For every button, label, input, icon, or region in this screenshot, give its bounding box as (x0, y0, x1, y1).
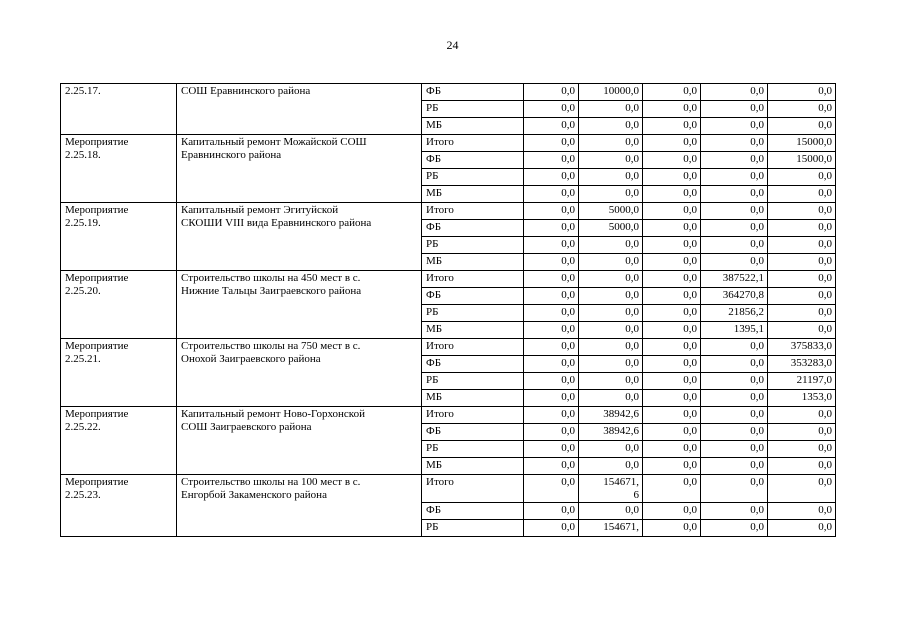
funding-source-cell: Итого (422, 203, 524, 220)
funding-source-cell: МБ (422, 118, 524, 135)
funding-source-cell: Итого (422, 339, 524, 356)
table-row (61, 475, 836, 503)
amount-cell: 0,0 (579, 118, 643, 135)
amount-cell: 0,0 (524, 424, 579, 441)
amount-cell: 0,0 (524, 305, 579, 322)
amount-cell: 0,0 (701, 373, 768, 390)
table-row (61, 84, 836, 101)
funding-source-cell: РБ (422, 373, 524, 390)
amount-cell: 0,0 (701, 118, 768, 135)
activity-code-cell (61, 475, 177, 537)
activity-name-line: Капитальный ремонт Можайской СОШ (181, 136, 367, 148)
amount-cell: 0,0 (701, 152, 768, 169)
amount-cell: 0,0 (643, 407, 701, 424)
amount-cell: 0,0 (768, 424, 836, 441)
table-row (61, 339, 836, 356)
activity-code-line: 2.25.19. (65, 217, 101, 229)
budget-table (60, 83, 836, 537)
amount-cell: 0,0 (701, 101, 768, 118)
amount-cell: 0,0 (524, 237, 579, 254)
amount-cell: 0,0 (643, 288, 701, 305)
amount-cell: 0,0 (643, 203, 701, 220)
amount-cell: 0,0 (524, 390, 579, 407)
activity-code-line: 2.25.18. (65, 149, 101, 161)
amount-cell: 0,0 (701, 135, 768, 152)
amount-cell: 0,0 (768, 254, 836, 271)
amount-cell: 0,0 (579, 305, 643, 322)
amount-cell: 0,0 (643, 475, 701, 503)
amount-cell: 375833,0 (768, 339, 836, 356)
amount-cell: 5000,0 (579, 203, 643, 220)
amount-cell: 0,0 (768, 520, 836, 537)
amount-cell: 0,0 (701, 424, 768, 441)
amount-cell: 0,0 (701, 503, 768, 520)
amount-cell: 21856,2 (701, 305, 768, 322)
funding-source-cell: МБ (422, 254, 524, 271)
activity-name-cell (177, 271, 422, 339)
funding-source-cell: РБ (422, 305, 524, 322)
funding-source-cell: Итого (422, 475, 524, 503)
activity-name-cell (177, 203, 422, 271)
amount-cell: 0,0 (643, 84, 701, 101)
amount-cell: 0,0 (524, 101, 579, 118)
amount-cell: 364270,8 (701, 288, 768, 305)
amount-cell: 1395,1 (701, 322, 768, 339)
activity-name-line: СОШ Заиграевского района (181, 421, 312, 433)
amount-cell: 0,0 (768, 441, 836, 458)
amount-cell: 38942,6 (579, 407, 643, 424)
table-row (61, 271, 836, 288)
amount-cell: 0,0 (768, 84, 836, 101)
amount-cell: 0,0 (643, 186, 701, 203)
amount-cell: 0,0 (768, 503, 836, 520)
funding-source-cell: РБ (422, 441, 524, 458)
amount-cell: 0,0 (579, 152, 643, 169)
amount-cell: 0,0 (768, 118, 836, 135)
amount-cell: 0,0 (701, 220, 768, 237)
activity-name-line: Капитальный ремонт Эгитуйской (181, 204, 339, 216)
table-row (61, 407, 836, 424)
amount-cell: 0,0 (524, 458, 579, 475)
amount-cell: 0,0 (768, 271, 836, 288)
amount-cell: 1353,0 (768, 390, 836, 407)
activity-code-line: Мероприятие (65, 340, 129, 352)
funding-source-cell: ФБ (422, 424, 524, 441)
table-row (61, 203, 836, 220)
amount-cell: 0,0 (701, 475, 768, 503)
amount-cell: 0,0 (579, 458, 643, 475)
amount-cell: 0,0 (643, 101, 701, 118)
funding-source-cell: МБ (422, 458, 524, 475)
amount-cell: 0,0 (579, 288, 643, 305)
amount-cell: 38942,6 (579, 424, 643, 441)
amount-cell: 0,0 (701, 84, 768, 101)
amount-cell: 0,0 (701, 407, 768, 424)
funding-source-cell: РБ (422, 169, 524, 186)
amount-cell: 0,0 (524, 135, 579, 152)
amount-cell: 0,0 (768, 186, 836, 203)
amount-cell: 0,0 (579, 390, 643, 407)
amount-cell: 0,0 (643, 520, 701, 537)
activity-name-line: СКОШИ VIII вида Еравнинского района (181, 217, 372, 229)
funding-source-cell: ФБ (422, 220, 524, 237)
amount-cell: 0,0 (579, 271, 643, 288)
amount-cell: 0,0 (579, 503, 643, 520)
amount-cell: 5000,0 (579, 220, 643, 237)
amount-cell: 0,0 (768, 475, 836, 503)
funding-source-cell: Итого (422, 271, 524, 288)
amount-cell: 0,0 (701, 520, 768, 537)
amount-cell: 0,0 (579, 322, 643, 339)
amount-cell: 0,0 (579, 254, 643, 271)
activity-name-line: Нижние Тальцы Заиграевского района (181, 285, 362, 297)
amount-cell: 0,0 (643, 220, 701, 237)
amount-cell: 0,0 (524, 186, 579, 203)
activity-name-line: Еравнинского района (181, 149, 282, 161)
funding-source-cell: РБ (422, 237, 524, 254)
activity-code-line: 2.25.17. (65, 85, 101, 97)
amount-cell: 0,0 (524, 271, 579, 288)
activity-name-cell (177, 84, 422, 135)
activity-code-line: Мероприятие (65, 204, 129, 216)
amount-cell: 0,0 (643, 424, 701, 441)
amount-cell: 0,0 (579, 135, 643, 152)
activity-code-line: Мероприятие (65, 408, 129, 420)
amount-cell: 0,0 (768, 407, 836, 424)
amount-cell: 0,0 (643, 271, 701, 288)
activity-name-cell (177, 339, 422, 407)
activity-code-line: Мероприятие (65, 476, 129, 488)
funding-source-cell: Итого (422, 407, 524, 424)
activity-code-line: 2.25.21. (65, 353, 101, 365)
amount-cell: 0,0 (524, 520, 579, 537)
amount-cell: 0,0 (643, 373, 701, 390)
amount-cell: 353283,0 (768, 356, 836, 373)
amount-cell: 0,0 (643, 305, 701, 322)
amount-cell: 0,0 (701, 169, 768, 186)
amount-cell: 0,0 (579, 237, 643, 254)
activity-code-cell (61, 407, 177, 475)
activity-name-line: Енгорбой Закаменского района (181, 489, 327, 501)
amount-cell: 0,0 (579, 373, 643, 390)
amount-cell: 0,0 (768, 322, 836, 339)
amount-cell: 0,0 (643, 118, 701, 135)
funding-source-cell: РБ (422, 520, 524, 537)
amount-cell: 0,0 (768, 101, 836, 118)
funding-source-cell: МБ (422, 390, 524, 407)
amount-cell: 0,0 (579, 186, 643, 203)
amount-cell: 0,0 (643, 339, 701, 356)
amount-cell: 0,0 (643, 254, 701, 271)
amount-cell: 0,0 (768, 288, 836, 305)
amount-cell: 0,0 (579, 441, 643, 458)
activity-code-cell (61, 203, 177, 271)
activity-name-line: СОШ Еравнинского района (181, 85, 311, 97)
page-number: 24 (446, 38, 459, 52)
activity-name-line: Строительство школы на 100 мест в с. (181, 476, 361, 488)
amount-cell: 0,0 (768, 169, 836, 186)
amount-cell: 154671, 6 (579, 475, 643, 503)
amount-cell: 0,0 (524, 152, 579, 169)
amount-cell: 0,0 (701, 356, 768, 373)
funding-source-cell: ФБ (422, 288, 524, 305)
amount-cell: 0,0 (643, 322, 701, 339)
amount-cell: 0,0 (768, 237, 836, 254)
amount-cell: 154671, (579, 520, 643, 537)
amount-cell: 0,0 (643, 169, 701, 186)
funding-source-cell: ФБ (422, 356, 524, 373)
activity-name-cell (177, 135, 422, 203)
activity-code-line: 2.25.20. (65, 285, 101, 297)
funding-source-cell: ФБ (422, 84, 524, 101)
amount-cell: 0,0 (524, 169, 579, 186)
amount-cell: 15000,0 (768, 135, 836, 152)
amount-cell: 0,0 (579, 169, 643, 186)
activity-name-line: Строительство школы на 450 мест в с. (181, 272, 361, 284)
activity-name-line: Строительство школы на 750 мест в с. (181, 340, 361, 352)
amount-cell: 0,0 (524, 322, 579, 339)
amount-cell: 0,0 (643, 390, 701, 407)
activity-name-cell (177, 407, 422, 475)
amount-cell: 0,0 (643, 356, 701, 373)
amount-cell: 0,0 (524, 373, 579, 390)
amount-cell: 0,0 (701, 254, 768, 271)
amount-cell: 0,0 (643, 237, 701, 254)
amount-cell: 0,0 (768, 203, 836, 220)
amount-cell: 0,0 (643, 135, 701, 152)
amount-cell: 0,0 (524, 356, 579, 373)
funding-source-cell: РБ (422, 101, 524, 118)
activity-code-cell (61, 84, 177, 135)
activity-name-cell (177, 475, 422, 537)
activity-code-cell (61, 135, 177, 203)
amount-cell: 21197,0 (768, 373, 836, 390)
amount-cell: 10000,0 (579, 84, 643, 101)
amount-cell: 0,0 (701, 441, 768, 458)
amount-cell: 0,0 (643, 152, 701, 169)
amount-cell: 0,0 (524, 118, 579, 135)
funding-source-cell: ФБ (422, 152, 524, 169)
activity-code-cell (61, 339, 177, 407)
activity-code-line: Мероприятие (65, 136, 129, 148)
amount-cell: 0,0 (701, 186, 768, 203)
amount-cell: 0,0 (524, 441, 579, 458)
amount-cell: 0,0 (524, 220, 579, 237)
activity-name-line: Капитальный ремонт Ново-Горхонской (181, 408, 365, 420)
amount-cell: 0,0 (524, 288, 579, 305)
amount-cell: 0,0 (524, 339, 579, 356)
amount-cell: 15000,0 (768, 152, 836, 169)
activity-code-cell (61, 271, 177, 339)
funding-source-cell: МБ (422, 186, 524, 203)
amount-cell: 0,0 (524, 407, 579, 424)
activity-code-line: 2.25.23. (65, 489, 101, 501)
amount-cell: 0,0 (768, 305, 836, 322)
amount-cell: 0,0 (579, 356, 643, 373)
table-row (61, 135, 836, 152)
amount-cell: 0,0 (701, 203, 768, 220)
activity-name-line: Онохой Заиграевского района (181, 353, 321, 365)
amount-cell: 0,0 (524, 254, 579, 271)
amount-cell: 0,0 (768, 458, 836, 475)
amount-cell: 0,0 (643, 503, 701, 520)
amount-cell: 0,0 (579, 101, 643, 118)
funding-source-cell: ФБ (422, 503, 524, 520)
activity-code-line: Мероприятие (65, 272, 129, 284)
amount-cell: 0,0 (701, 339, 768, 356)
funding-source-cell: Итого (422, 135, 524, 152)
amount-cell: 0,0 (524, 475, 579, 503)
amount-cell: 387522,1 (701, 271, 768, 288)
amount-cell: 0,0 (524, 203, 579, 220)
amount-cell: 0,0 (524, 503, 579, 520)
amount-cell: 0,0 (579, 339, 643, 356)
amount-cell: 0,0 (701, 458, 768, 475)
amount-cell: 0,0 (701, 237, 768, 254)
activity-code-line: 2.25.22. (65, 421, 101, 433)
amount-cell: 0,0 (524, 84, 579, 101)
amount-cell: 0,0 (768, 220, 836, 237)
funding-source-cell: МБ (422, 322, 524, 339)
amount-cell: 0,0 (701, 390, 768, 407)
amount-cell: 0,0 (643, 458, 701, 475)
amount-cell: 0,0 (643, 441, 701, 458)
